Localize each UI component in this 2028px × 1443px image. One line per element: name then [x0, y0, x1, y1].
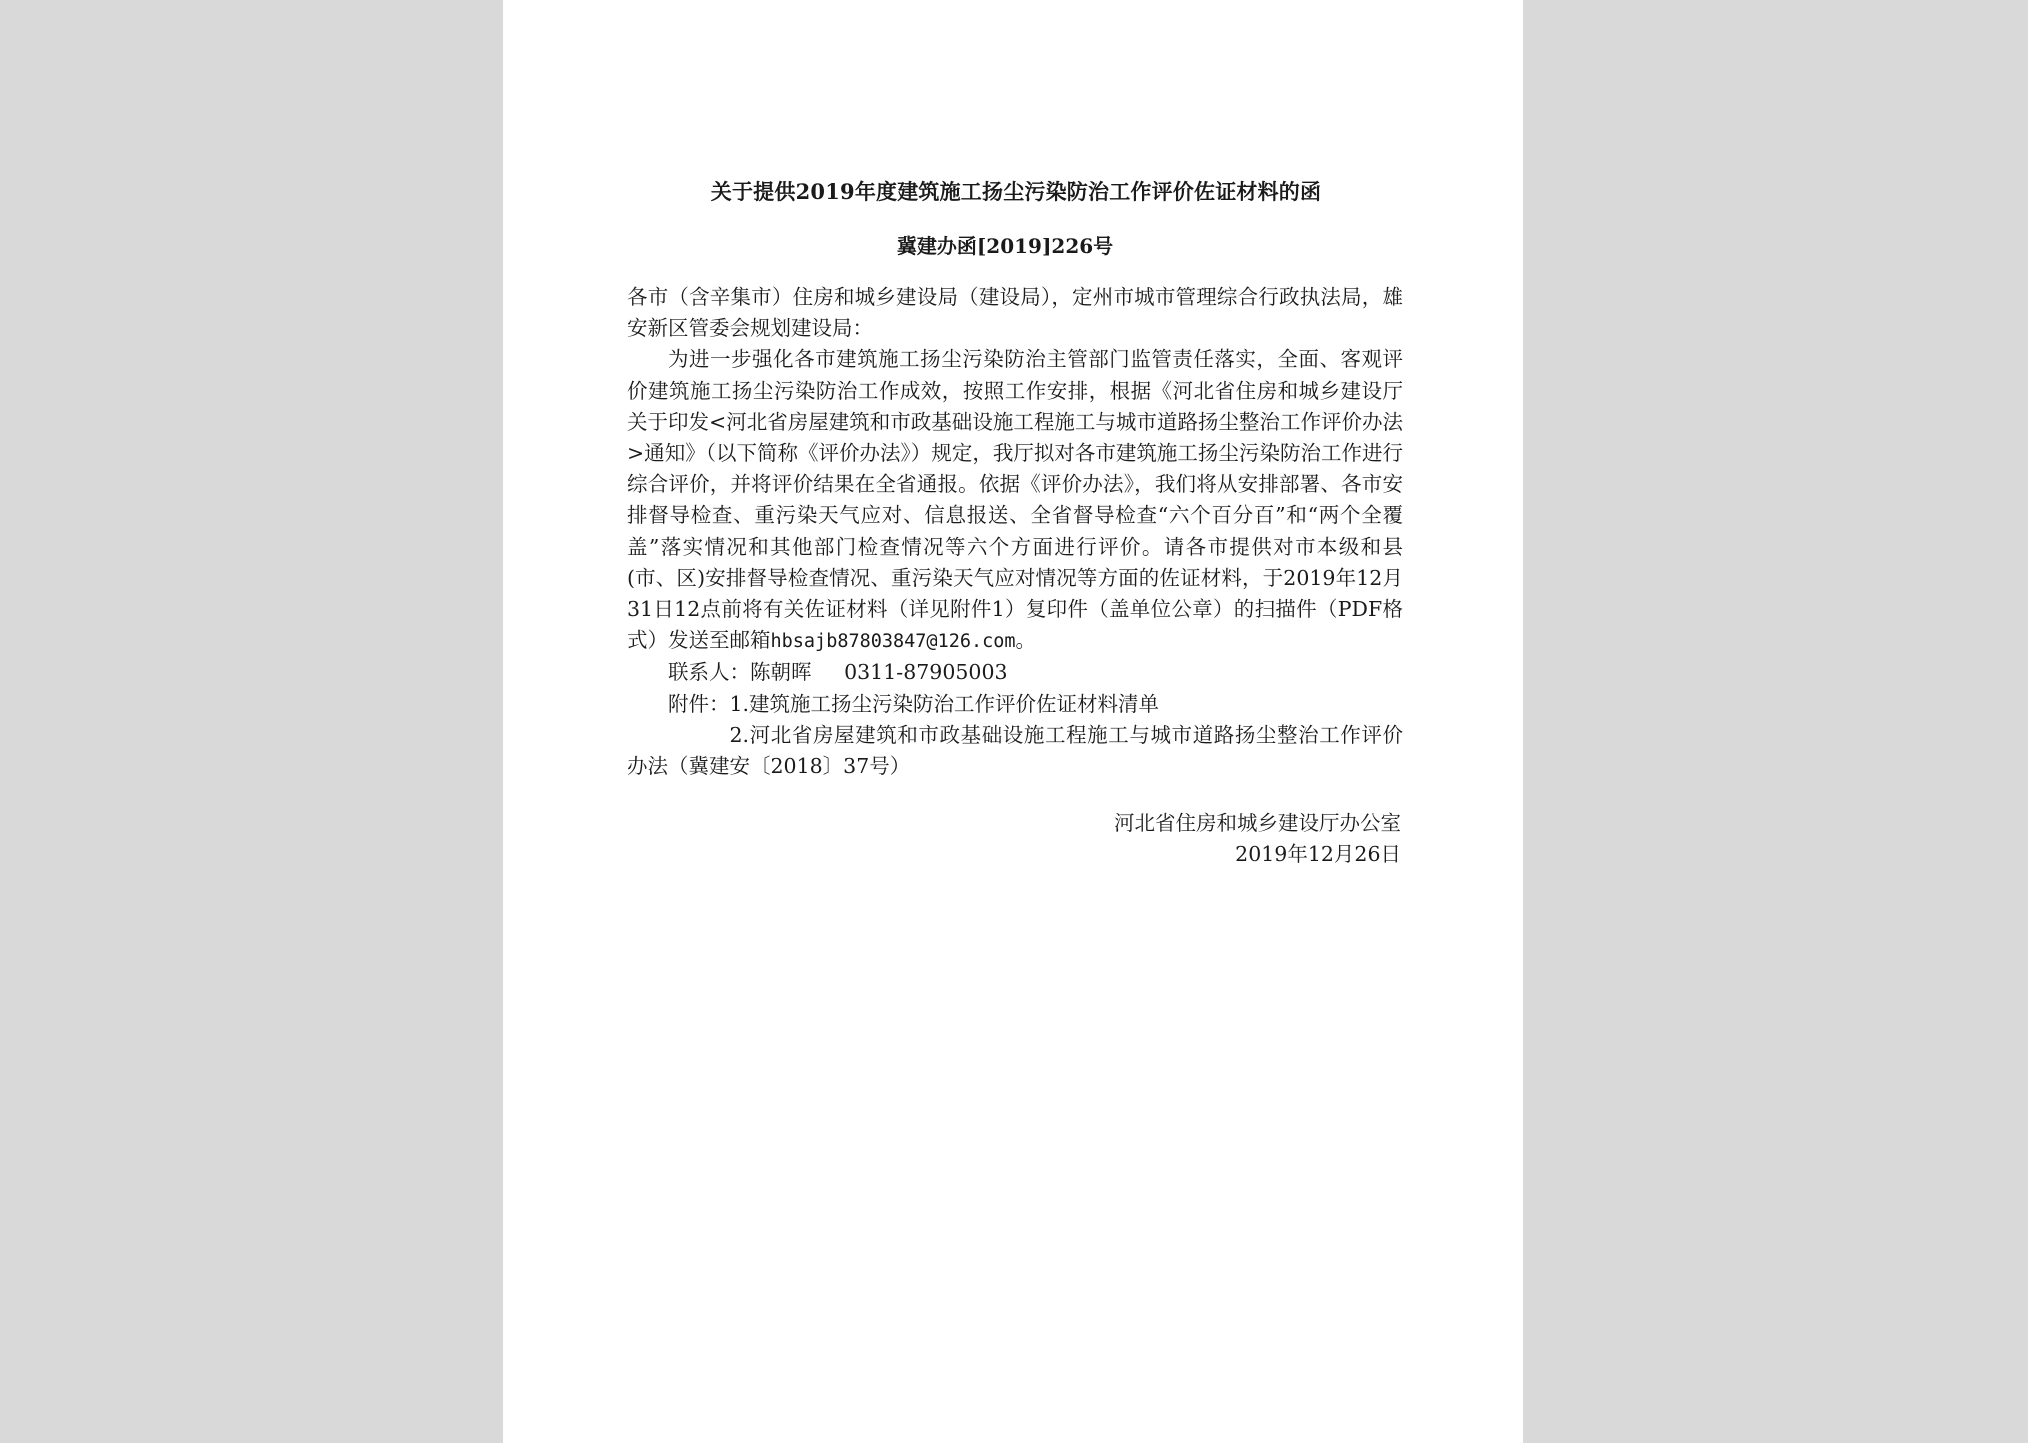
document-title: 关于提供2019年度建筑施工扬尘污染防治工作评价佐证材料的函 — [710, 179, 1322, 204]
addressee: 各市（含辛集市）住房和城乡建设局（建设局），定州市城市管理综合行政执法局，雄安新区管委会规划建设局： — [627, 285, 1403, 341]
attachment-1-text: 1.建筑施工扬尘污染防治工作评价佐证材料清单 — [729, 691, 1160, 716]
attachments-label: 附件： — [668, 691, 730, 716]
contact-label: 联系人： — [668, 660, 750, 685]
contact-line — [627, 657, 1403, 688]
email-address: hbsajb87803847@126.com — [770, 631, 1016, 653]
attachment-item-1 — [627, 689, 1403, 720]
contact-phone: 0311-87905003 — [844, 660, 1008, 685]
signature-block — [627, 808, 1403, 870]
body-paragraph — [627, 344, 1403, 657]
body-text: 为进一步强化各市建筑施工扬尘污染防治主管部门监管责任落实，全面、客观评价建筑施工扬尘污染防治工作成效，按照工作安排，根据《河北省住房和城乡建设厅关于印发<河北省房屋建筑和市政基础设施工程施工与城市道路扬尘整治工作评价办法>通知》（以下简称《评价办法》）规定，我厅拟对各市建筑施工扬尘污染防治工作进行综合评价，并将评价结果在全省通报。依据《评价办法》，我们将从安排部署、各市安排督导检查、重污染天气应对、信息报送、全省督导检查“六个百分百”和“两个全覆盖”落实情况和其他部门检查情况等六个方面进行评价。请各市提供对市本级和县(市、区)安排督导检查情况、重污染天气应对情况等方面的佐证材料，于2019年12月31日12点前将有关佐证材料（详见附件1）复印件（盖单位公章）的扫描件（PDF格式）发送至邮箱 — [627, 347, 1403, 653]
document-body — [627, 282, 1403, 782]
document-content — [627, 176, 1403, 871]
email-suffix: 。 — [1015, 628, 1037, 653]
issuer: 河北省住房和城乡建设厅办公室 — [1114, 811, 1401, 836]
document-number: 冀建办函[2019]226号 — [896, 234, 1114, 258]
document-page — [503, 0, 1523, 1443]
contact-name: 陈朝晖 — [750, 660, 812, 685]
attachment-item-2: 2.河北省房屋建筑和市政基础设施工程施工与城市道路扬尘整治工作评价办法（冀建安〔2018〕37号） — [627, 722, 1403, 779]
issue-date: 2019年12月26日 — [1235, 842, 1401, 867]
